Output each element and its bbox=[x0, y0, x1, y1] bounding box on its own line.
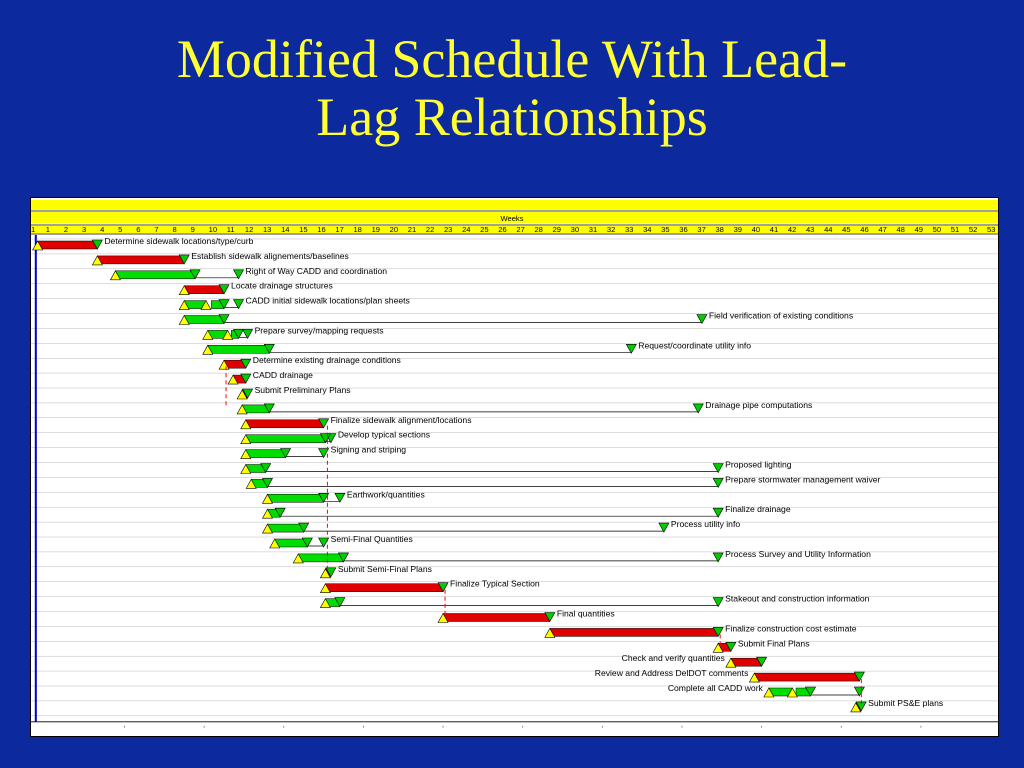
task-bar bbox=[267, 524, 303, 532]
task-bar bbox=[38, 241, 98, 249]
week-tick-label: 25 bbox=[480, 225, 489, 234]
week-tick-label: 33 bbox=[624, 225, 634, 234]
week-tick-label: 29 bbox=[552, 225, 562, 234]
week-tick-label: 49 bbox=[914, 225, 924, 234]
week-tick-label: 19 bbox=[371, 225, 381, 234]
week-tick-label: 39 bbox=[733, 225, 743, 234]
week-tick-label: 46 bbox=[860, 225, 869, 234]
week-tick-label: 44 bbox=[824, 225, 833, 234]
task-bar bbox=[115, 271, 195, 279]
task-label: Stakeout and construction information bbox=[725, 593, 870, 604]
task-label: Submit Final Plans bbox=[737, 638, 810, 649]
week-tick-label: 18 bbox=[353, 225, 362, 234]
week-tick-label: 1 bbox=[45, 225, 50, 234]
week-tick-label: 35 bbox=[661, 225, 670, 234]
week-tick-label: 22 bbox=[425, 225, 435, 234]
week-tick-label: 7 bbox=[154, 225, 159, 234]
week-tick-label: 36 bbox=[679, 225, 688, 234]
task-bar bbox=[298, 554, 343, 562]
task-bar bbox=[246, 450, 286, 458]
task-label: Process utility info bbox=[670, 519, 741, 530]
week-tick-label: 5 bbox=[118, 225, 123, 234]
task-bar bbox=[267, 494, 323, 502]
task-bar bbox=[184, 316, 224, 324]
task-bar bbox=[246, 435, 326, 443]
week-tick-label: 3 bbox=[81, 225, 87, 234]
task-label: Earthwork/quantities bbox=[346, 489, 425, 500]
week-tick-label: 12 bbox=[244, 225, 254, 234]
week-tick-label: 34 bbox=[643, 225, 652, 234]
task-bar bbox=[550, 628, 718, 636]
week-tick-label: 47 bbox=[878, 225, 887, 234]
task-label: Check and verify quantities bbox=[621, 653, 725, 664]
week-tick-label: 13 bbox=[262, 225, 272, 234]
header-band-top bbox=[31, 200, 998, 210]
task-label: Develop typical sections bbox=[337, 429, 431, 440]
task-bar bbox=[97, 256, 184, 264]
task-label: Complete all CADD work bbox=[667, 683, 763, 693]
week-tick-label: 42 bbox=[787, 225, 797, 234]
task-label: CADD drainage bbox=[252, 370, 313, 381]
week-tick-label: 37 bbox=[697, 225, 706, 234]
task-label: Prepare stormwater management waiver bbox=[725, 474, 881, 485]
week-tick-label: 20 bbox=[389, 225, 399, 234]
task-label: Process Survey and Utility Information bbox=[725, 548, 871, 559]
task-label: Establish sidewalk alignements/baselines bbox=[191, 250, 349, 261]
week-tick-label: 53 bbox=[986, 225, 996, 234]
task-label: Finalize Typical Section bbox=[450, 578, 540, 589]
task-bar bbox=[325, 584, 443, 592]
week-tick-label: 27 bbox=[516, 225, 525, 234]
task-label: Finalize construction cost estimate bbox=[725, 623, 857, 634]
week-tick-label: 40 bbox=[751, 225, 761, 234]
task-label: Submit Semi-Final Plans bbox=[337, 563, 432, 574]
task-label: Submit Preliminary Plans bbox=[254, 385, 351, 395]
task-label: Review and Address DelDOT comments bbox=[594, 668, 749, 679]
task-label: Determine existing drainage conditions bbox=[252, 355, 401, 366]
week-tick-label: 52 bbox=[968, 225, 978, 234]
task-label: Drainage pipe computations bbox=[705, 399, 813, 410]
task-label: Semi-Final Quantities bbox=[330, 534, 413, 544]
task-label: Finalize sidewalk alignment/locations bbox=[330, 414, 472, 425]
week-tick-label: 10 bbox=[208, 225, 218, 234]
gantt-chart bbox=[30, 197, 999, 737]
task-bar bbox=[754, 673, 859, 681]
task-bar bbox=[275, 539, 308, 547]
week-tick-label: 43 bbox=[805, 225, 815, 234]
week-tick-label: 51 bbox=[950, 225, 960, 234]
task-label: Prepare survey/mapping requests bbox=[254, 325, 384, 336]
task-label: Field verification of existing conditions bbox=[708, 310, 854, 321]
task-bar bbox=[443, 614, 550, 622]
task-bar bbox=[208, 345, 270, 353]
week-tick-label: 50 bbox=[932, 225, 942, 234]
week-tick-label: 1 bbox=[31, 225, 36, 234]
task-bar bbox=[184, 286, 224, 294]
week-tick-label: 17 bbox=[335, 225, 344, 234]
x-axis-label: Weeks bbox=[500, 214, 524, 223]
week-tick-label: 6 bbox=[136, 225, 141, 234]
week-tick-label: 48 bbox=[896, 225, 905, 234]
task-label: Right of Way CADD and coordination bbox=[245, 265, 388, 276]
week-tick-label: 16 bbox=[317, 225, 326, 234]
task-bar bbox=[246, 420, 324, 428]
slide-title bbox=[0, 30, 1024, 146]
week-tick-label: 23 bbox=[443, 225, 453, 234]
slide-title-line1: Modified Schedule With Lead- bbox=[176, 29, 848, 89]
task-label: Submit PS&E plans bbox=[868, 697, 944, 708]
task-label: Determine sidewalk locations/type/curb bbox=[104, 236, 254, 246]
task-label: Finalize drainage bbox=[725, 504, 791, 515]
week-tick-label: 32 bbox=[606, 225, 616, 234]
week-tick-label: 14 bbox=[281, 225, 290, 234]
week-tick-label: 28 bbox=[534, 225, 543, 234]
week-tick-label: 8 bbox=[172, 225, 177, 234]
task-label: Request/coordinate utility info bbox=[638, 340, 752, 351]
task-label: CADD initial sidewalk locations/plan sheets bbox=[245, 295, 410, 306]
week-tick-label: 11 bbox=[226, 225, 235, 234]
task-label: Proposed lighting bbox=[725, 459, 792, 470]
week-tick-label: 41 bbox=[769, 225, 779, 234]
task-bar bbox=[731, 658, 762, 666]
slide-title-line2: Lag Relationships bbox=[316, 87, 708, 147]
week-tick-label: 31 bbox=[588, 225, 598, 234]
week-tick-label: 2 bbox=[63, 225, 69, 234]
week-tick-label: 21 bbox=[407, 225, 417, 234]
week-tick-label: 24 bbox=[462, 225, 471, 234]
task-label: Final quantities bbox=[556, 608, 615, 619]
task-label: Locate drainage structures bbox=[231, 280, 333, 291]
week-tick-label: 30 bbox=[570, 225, 580, 234]
week-tick-label: 15 bbox=[299, 225, 308, 234]
week-tick-label: 4 bbox=[100, 225, 105, 234]
week-tick-label: 9 bbox=[190, 225, 195, 234]
week-tick-label: 26 bbox=[498, 225, 507, 234]
week-tick-label: 38 bbox=[715, 225, 724, 234]
week-tick-label: 45 bbox=[842, 225, 851, 234]
task-label: Signing and striping bbox=[330, 444, 407, 455]
